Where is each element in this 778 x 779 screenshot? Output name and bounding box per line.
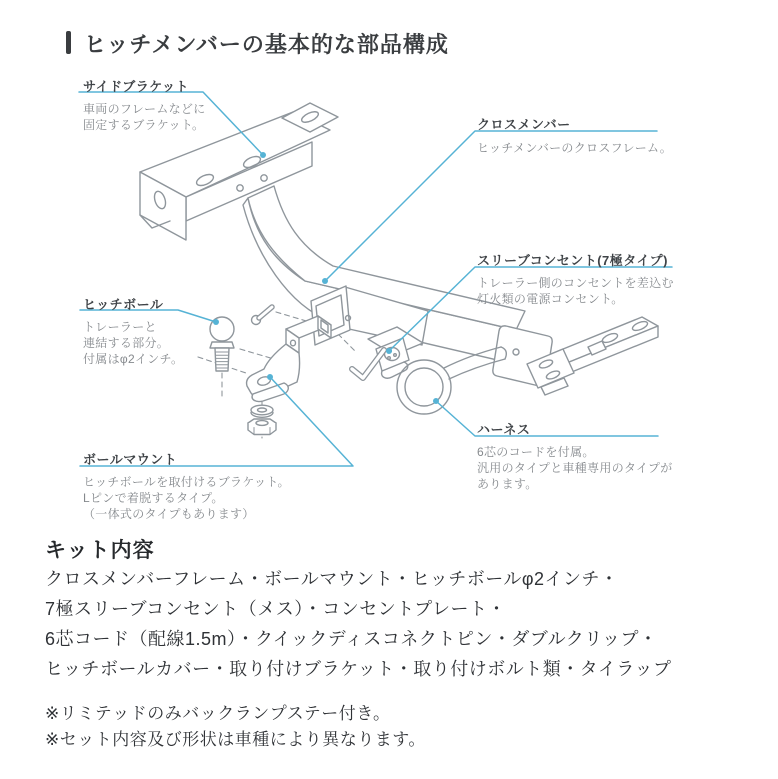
hitch-ball-drawing	[210, 317, 234, 371]
leader-dot	[267, 374, 273, 380]
label-hitch-ball-desc: トレーラーと	[83, 320, 157, 334]
page-title: ヒッチメンバーの基本的な部品構成	[84, 32, 449, 57]
washer-nut-drawing	[248, 405, 276, 434]
label-ball-mount-desc: ヒッチボールを取付けるブラケット。	[83, 475, 290, 489]
label-harness-desc: 汎用のタイプと車種専用のタイプが	[477, 461, 673, 475]
label-side-bracket-desc: 車両のフレームなどに	[83, 102, 206, 116]
label-side-bracket-title: サイドブラケット	[83, 79, 190, 94]
ball-mount-drawing	[247, 316, 331, 402]
label-sleeve-outlet	[477, 250, 674, 307]
label-hitch-ball-title: ヒッチボール	[83, 297, 164, 312]
label-sleeve-outlet-desc: トレーラー側のコンセントを差込む	[477, 276, 674, 290]
label-ball-mount-desc: Lピンで着脱するタイプ。	[83, 491, 224, 505]
label-harness-desc: 6芯のコードを付属。	[477, 445, 595, 459]
kit-line: 6芯コード（配線1.5m）・クイックディスコネクトピン・ダブルクリップ・	[45, 629, 658, 649]
label-side-bracket-desc: 固定するブラケット。	[83, 118, 205, 132]
leader-dot	[213, 319, 219, 325]
label-cross-member	[477, 114, 672, 156]
label-harness-title: ハーネス	[477, 422, 531, 437]
kit-contents-list	[45, 564, 671, 684]
kit-note: ※リミテッドのみバックランプステー付き。	[45, 704, 391, 723]
label-hitch-ball	[83, 294, 183, 367]
label-harness	[477, 419, 673, 492]
leader-dot	[386, 348, 392, 354]
label-sleeve-outlet-title: スリーブコンセント(7極タイプ)	[477, 253, 668, 268]
kit-contents-heading: キット内容	[45, 539, 155, 562]
label-side-bracket	[83, 76, 206, 133]
label-ball-mount-title: ボールマウント	[83, 452, 178, 467]
kit-notes	[45, 701, 426, 753]
label-hitch-ball-desc: 連結する部分。	[83, 336, 170, 350]
kit-note: ※セット内容及び形状は車種により異なります。	[45, 730, 426, 749]
kit-line: クロスメンバーフレーム・ボールマウント・ヒッチボールφ2インチ・	[45, 569, 619, 589]
l-pin-drawing	[352, 350, 384, 378]
kit-line: ヒッチボールカバー・取り付けブラケット・取り付けボルト類・タイラップ	[45, 659, 672, 679]
kit-line: 7極スリーブコンセント（メス）・コンセントプレート・	[45, 599, 506, 619]
label-harness-desc: あります。	[477, 477, 538, 491]
label-sleeve-outlet-desc: 灯火類の電源コンセント。	[477, 292, 624, 306]
label-ball-mount	[83, 449, 290, 522]
label-ball-mount-desc: （一体式のタイプもあります）	[83, 507, 255, 521]
label-hitch-ball-desc: 付属はφ2インチ。	[83, 352, 184, 366]
leader-dot	[433, 398, 439, 404]
leader-dot	[322, 278, 328, 284]
label-cross-member-title: クロスメンバー	[477, 117, 571, 132]
leader-dot	[260, 152, 266, 158]
quick-disconnect-pin-drawing	[252, 307, 273, 325]
label-cross-member-desc: ヒッチメンバーのクロスフレーム。	[477, 141, 673, 155]
